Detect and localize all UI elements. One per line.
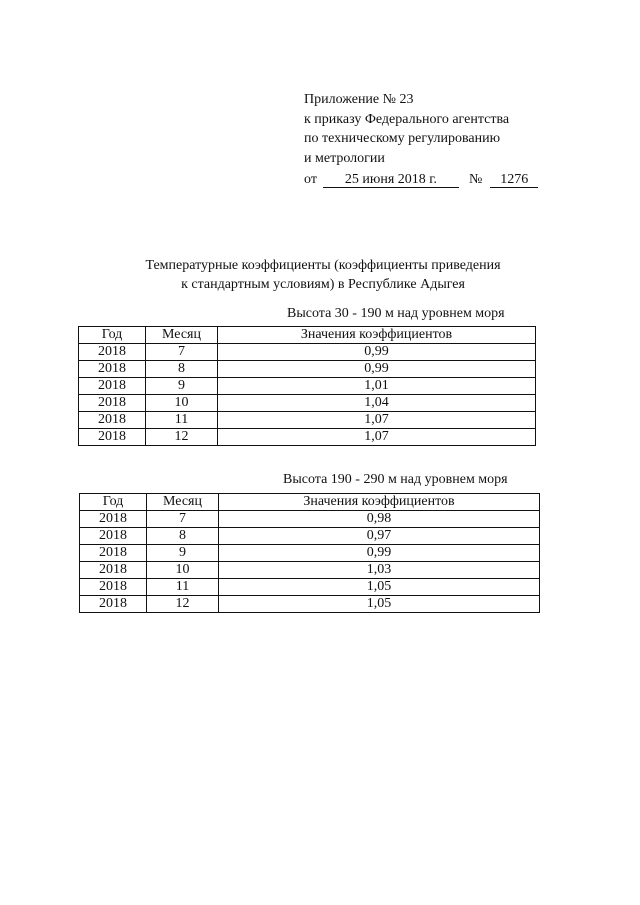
order-date-line [304,170,538,190]
table-caption-altitude-2: Высота 190 - 290 м над уровнем моря [283,472,508,487]
table-header-row [80,494,540,511]
coefficients-table-1 [78,326,536,446]
table-row [79,412,536,429]
appendix-number: Приложение № 23 [304,92,414,107]
order-date: 25 июня 2018 г. [323,172,459,188]
coefficient-cell: 1,07 [218,412,536,429]
table-row [80,511,540,528]
table-row [79,361,536,378]
agency-name-line-end: и метрологии [304,150,385,166]
coefficient-cell: 1,03 [219,562,540,579]
table-caption-altitude-1: Высота 30 - 190 м над уровнем моря [287,306,505,321]
table-row [79,395,536,412]
table-row [80,596,540,613]
year-cell: 2018 [79,412,146,429]
year-cell: 2018 [80,562,147,579]
appendix-header [304,90,538,190]
year-cell: 2018 [79,378,146,395]
column-header-month: Месяц [147,494,219,511]
coefficient-cell: 0,99 [218,344,536,361]
column-header-year: Год [80,494,147,511]
coefficient-cell: 1,07 [218,429,536,446]
year-cell: 2018 [80,579,147,596]
coefficient-cell: 1,04 [218,395,536,412]
agency-name-line: по техническому регулированию [304,131,501,146]
document-title [120,256,526,294]
month-cell: 7 [147,511,219,528]
title-line-2: к стандартным условиям) в Республике Адыгея [181,277,465,292]
month-cell: 11 [147,579,219,596]
month-cell: 12 [146,429,218,446]
year-cell: 2018 [79,395,146,412]
column-header-coefficient: Значения коэффициентов [219,494,540,511]
year-cell: 2018 [79,361,146,378]
title-line-1: Температурные коэффициенты (коэффициенты приведения [145,258,501,273]
column-header-coefficient: Значения коэффициентов [218,327,536,344]
table-header-row [79,327,536,344]
table-row [79,429,536,446]
coefficients-table-2 [79,493,540,613]
number-label: № [468,172,483,187]
column-header-year: Год [79,327,146,344]
month-cell: 10 [147,562,219,579]
coefficient-cell: 1,01 [218,378,536,395]
order-reference: к приказу Федерального агентства [304,111,510,127]
year-cell: 2018 [80,545,147,562]
coefficient-cell: 0,97 [219,528,540,545]
order-number: 1276 [490,172,538,188]
year-cell: 2018 [79,344,146,361]
coefficient-cell: 0,99 [219,545,540,562]
year-cell: 2018 [80,528,147,545]
month-cell: 9 [146,378,218,395]
year-cell: 2018 [79,429,146,446]
month-cell: 10 [146,395,218,412]
year-cell: 2018 [80,511,147,528]
table-row [80,528,540,545]
coefficient-cell: 0,99 [218,361,536,378]
from-label: от [304,172,317,187]
coefficient-cell: 1,05 [219,596,540,613]
table-row [80,579,540,596]
coefficient-cell: 0,98 [219,511,540,528]
month-cell: 7 [146,344,218,361]
table-row [80,562,540,579]
table-row [79,344,536,361]
month-cell: 9 [147,545,219,562]
month-cell: 12 [147,596,219,613]
coefficient-cell: 1,05 [219,579,540,596]
month-cell: 8 [147,528,219,545]
column-header-month: Месяц [146,327,218,344]
year-cell: 2018 [80,596,147,613]
month-cell: 8 [146,361,218,378]
table-row [79,378,536,395]
month-cell: 11 [146,412,218,429]
table-row [80,545,540,562]
